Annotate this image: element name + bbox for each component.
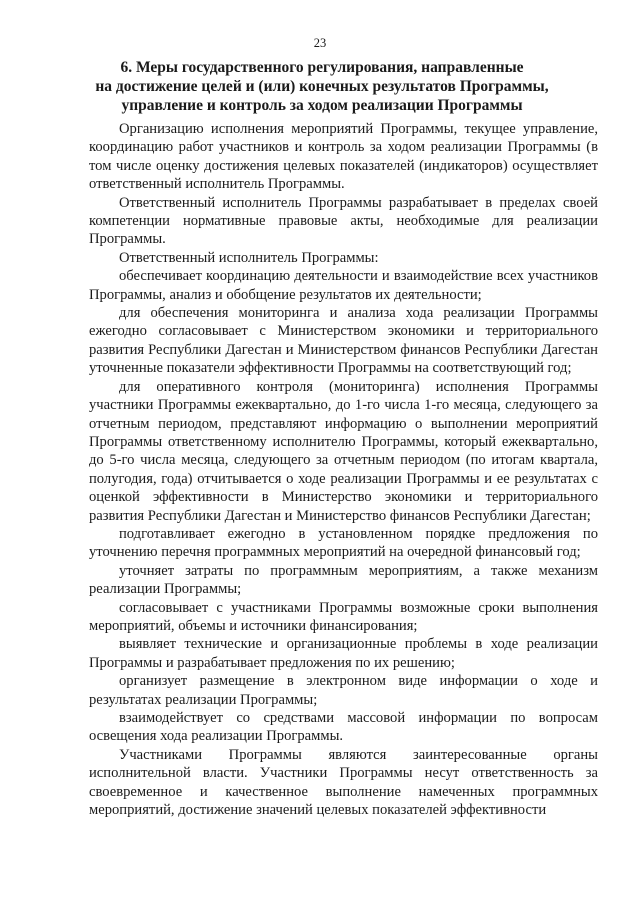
paragraph: организует размещение в электронном виде информации о ходе и результатах реализации Программы; [89, 673, 598, 708]
section-heading [88, 58, 556, 115]
paragraph: Ответственный исполнитель Программы: [119, 249, 379, 266]
paragraph: обеспечивает координацию деятельности и взаимодействие всех участников Программы, анализ и обобщение результатов их деятельности; [89, 268, 598, 303]
paragraph: для оперативного контроля (мониторинга) исполнения Программы участники Программы ежеквартально, до 1-го числа 1-го месяца, следующего за отчетным периодом, представляют информацию о выполнении мероприятий Программы ответственному исполнителю Программы, который ежеквартально, до 5-го числа месяца, следующего за отчетным периодом (по итогам квартала, полугодия, года) отчитывается о ходе реализации Программы и ее результатах с оценкой эффективности в Министерство экономики и территориального развития Республики Дагестан и Министерство финансов Республики Дагестан; [89, 378, 598, 524]
paragraph: уточняет затраты по программным мероприятиям, а также механизм реализации Программы; [89, 562, 598, 598]
paragraph: выявляет технические и организационные проблемы в ходе реализации Программы и разрабатывает предложения по их решению; [89, 636, 598, 671]
heading-line: на достижение целей и (или) конечных результатов Программы, [95, 78, 549, 95]
paragraph: Ответственный исполнитель Программы разрабатывает в пределах своей компетенции нормативные правовые акты, необходимые для реализации Программы. [89, 194, 598, 248]
paragraph: согласовывает с участниками Программы возможные сроки выполнения мероприятий, объемы и источники финансирования; [89, 599, 598, 634]
paragraph: взаимодействует со средствами массовой информации по вопросам освещения хода реализации Программы. [89, 710, 598, 745]
paragraph: для обеспечения мониторинга и анализа хода реализации Программы ежегодно согласовывает с Министерством экономики и территориального развития Республики Дагестан и Министерством финансов Республики Дагестан уточненные показатели эффективности Программы на соответствующий год; [89, 305, 598, 377]
paragraph: Организацию исполнения мероприятий Программы, текущее управление, координацию работ участников и контроль за ходом реализации Программы (в том числе оценку достижения целевых показателей (индикаторов) осуществляет ответственный исполнитель Программы. [89, 121, 598, 193]
paragraph: подготавливает ежегодно в установленном порядке предложения по уточнению перечня программных мероприятий на очередной финансовый год; [89, 525, 598, 561]
heading-line: управление и контроль за ходом реализации Программы [121, 97, 523, 114]
body-text [89, 120, 598, 819]
page-number: 23 [313, 36, 327, 50]
heading-line: 6. Меры государственного регулирования, направленные [120, 59, 524, 76]
paragraph: Участниками Программы являются заинтересованные органы исполнительной власти. Участники Программы несут ответственность за своевременное и качественное выполнение намеченных программных мероприятий, достижение значений целевых показателей эффективности [89, 746, 598, 819]
